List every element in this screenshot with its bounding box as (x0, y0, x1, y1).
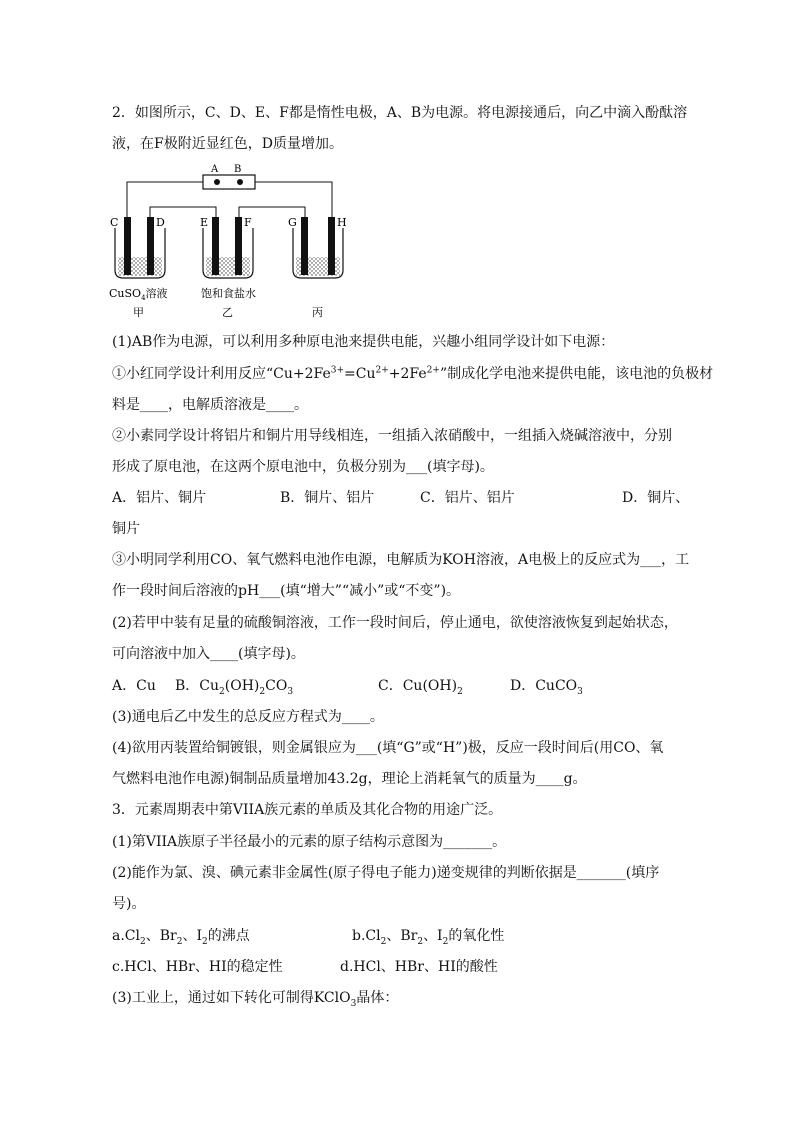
power-source-box (203, 175, 255, 189)
label-e: E (200, 216, 209, 229)
q2-part1a-line-2: 料是____，电解质溶液是____。 (112, 397, 308, 413)
terminal-b (237, 179, 243, 185)
q2-part1b-option-d: D．铜片、 (622, 490, 690, 506)
q2-part1b-option-c: C．铝片、铝片 (420, 490, 515, 506)
label-g: G (288, 216, 297, 229)
electrode-c (124, 217, 131, 275)
q2-part2-option-d: D．CuCO$_3$ (510, 678, 583, 697)
q2-part2-line-2: 可向溶液中加入____(填字母)。 (112, 646, 305, 662)
q3-part2-line-2: 号)。 (112, 896, 146, 912)
q3-option-b: $b.Cl_2$、$Br_2$、$I_2$的氧化性 (352, 928, 505, 947)
label-c: C (110, 216, 119, 229)
q2-part1c-line-2: 作一段时间后溶液的pH___(填“增大”“减小”或“不变”)。 (112, 583, 461, 599)
label-f: F (244, 216, 252, 229)
q2-part1b-option-a: A．铝片、铜片 (112, 490, 207, 506)
electrolysis-apparatus-figure (105, 160, 385, 320)
terminal-a (214, 179, 220, 185)
label-a: A (211, 164, 219, 175)
q2-part2-option-b: B．$Cu_2(OH)_2CO_3$ (175, 678, 294, 697)
beaker-yi-name: 乙 (222, 306, 233, 319)
solution-jia-label: CuSO$_4$溶液 (109, 287, 168, 302)
q2-part4-line-1: (4)欲用丙装置给铜镀银，则金属银应为___(填“G”或“H”)极，反应一段时间后(用CO、氧 (112, 740, 664, 756)
electrode-d (147, 217, 154, 275)
beaker-jia-name: 甲 (133, 306, 144, 319)
q2-part3: (3)通电后乙中发生的总反应方程式为____。 (112, 709, 384, 725)
beaker-bing (293, 217, 343, 278)
q3-part1: (1)第VIIA族原子半径最小的元素的原子结构示意图为_______。 (112, 834, 507, 850)
q2-stem-line-2: 液，在F极附近显红色，D质量增加。 (112, 136, 343, 152)
q3-option-c: c.HCl、HBr、HI的稳定性 (112, 959, 283, 975)
q3-option-d: d.HCl、HBr、HI的酸性 (340, 959, 498, 975)
q2-part2-option-c: C．$Cu(OH)_2$ (378, 678, 463, 697)
solution-yi-label: 饱和食盐水 (201, 287, 256, 300)
q2-part4-line-2: 气燃料电池作电源)铜制品质量增加43.2g，理论上消耗氧气的质量为____g。 (112, 771, 587, 787)
q3-option-a: $a.Cl_2$、$Br_2$、$I_2$的沸点 (112, 928, 250, 947)
q2-part1b-line-1: ②小素同学设计将铝片和铜片用导线相连，一组插入浓硝酸中，一组插入烧碱溶液中，分别 (112, 428, 672, 444)
q2-part1c-line-1: ③小明同学利用CO、氧气燃料电池作电源，电解质为KOH溶液，A电极上的反应式为___，工 (112, 552, 690, 568)
q2-part1b-option-b: B．铜片、铝片 (280, 490, 375, 506)
electrode-f (235, 217, 242, 275)
q2-part1-intro: (1)AB作为电源，可以利用多种原电池来提供电能，兴趣小组同学设计如下电源： (112, 334, 615, 350)
electrode-e (212, 217, 219, 275)
beaker-bing-name: 丙 (312, 306, 323, 319)
q3-part2-line-1: (2)能作为氯、溴、碘元素非金属性(原子得电子能力)递变规律的判断依据是_______(填序 (112, 865, 660, 881)
electrode-h (328, 217, 335, 275)
q3-stem: 3．元素周期表中第VIIA族元素的单质及其化合物的用途广泛。 (112, 802, 503, 818)
q2-stem-line-1: 2．如图所示，C、D、E、F都是惰性电极，A、B为电源。将电源接通后，向乙中滴入酚酞溶 (112, 105, 688, 121)
label-b: B (234, 164, 242, 175)
electrode-g (301, 217, 308, 275)
q2-part1b-option-d-cont: 铜片 (112, 521, 140, 537)
q2-part2-line-1: (2)若甲中装有足量的硫酸铜溶液，工作一段时间后，停止通电，欲使溶液恢复到起始状态， (112, 615, 678, 631)
q2-part1b-line-2: 形成了原电池，在这两个原电池中，负极分别为___(填字母)。 (112, 459, 494, 475)
q2-part1a-line-1: ①小红同学设计利用反应“$Cu+2Fe^{3+}=Cu^{2+}+2Fe^{2+}$”制成化学电池来提供电能，该电池的负极材 (112, 365, 714, 382)
label-d: D (156, 216, 165, 229)
label-h: H (337, 216, 347, 229)
q2-part2-option-a: A．Cu (112, 678, 156, 694)
q3-part3: (3)工业上，通过如下转化可制得KClO$_3$晶体： (112, 990, 399, 1009)
